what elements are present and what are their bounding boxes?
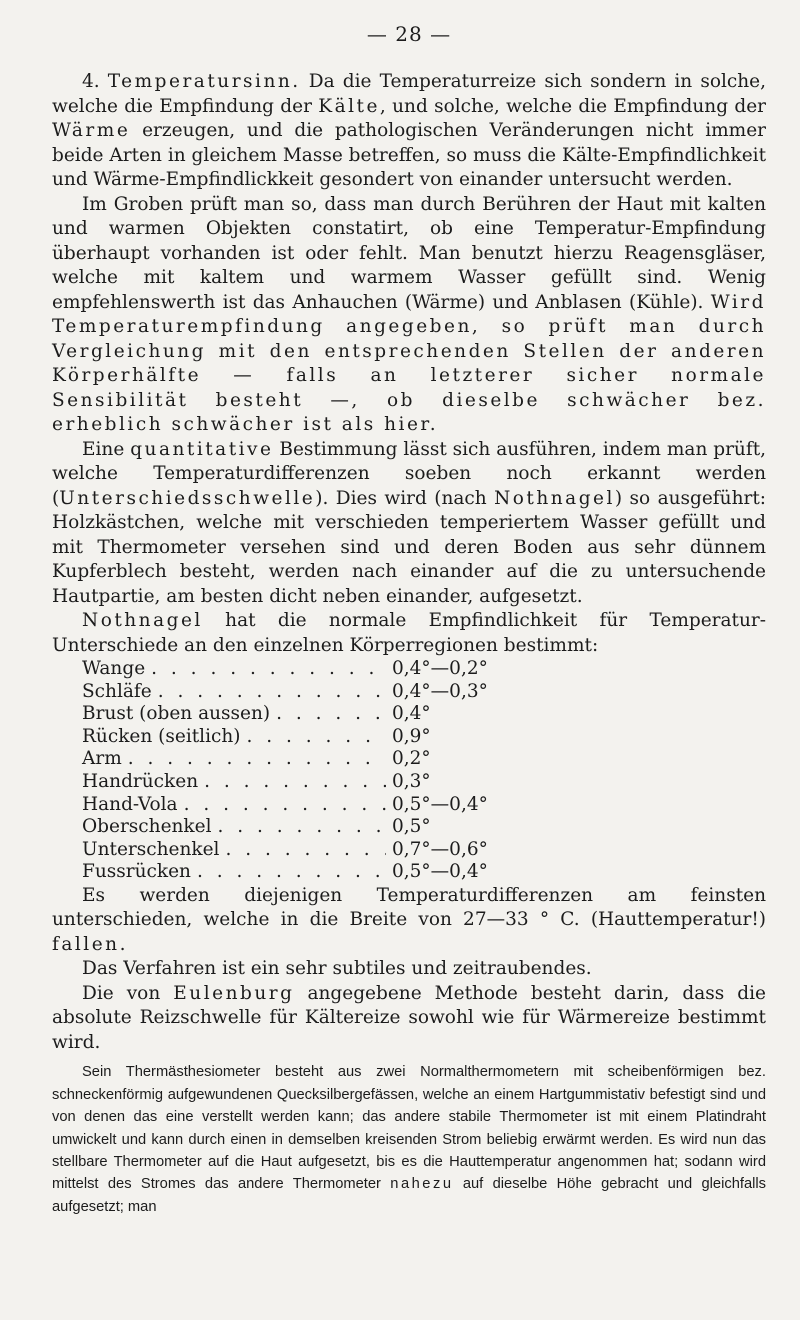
region-value: 0,3° <box>392 770 431 792</box>
table-row <box>82 726 542 749</box>
text: Im Groben prüft man so, dass man durch Berühren der Haut mit kalten und warmen Objekten constatirt, ob eine Temperatur-Empfindung überhaupt vorhanden ist oder fehlt. Man benutzt hierzu Reagensgläser, welche mit kaltem und warmem Wasser gefüllt sind. Wenig empfehlenswerth ist das Anhauchen (Wärme) und Anblasen (Kühle). <box>52 193 766 313</box>
author-eulenburg: Eulenburg <box>173 982 295 1004</box>
text: hat die normale Empfindlichkeit für Temperatur-Unterschiede an den einzelnen Körperregionen bestimmt: <box>52 610 766 656</box>
text: Bestimmung lässt sich ausführen, indem man prüft, welche Temperaturdifferenzen soeben noch erkannt werden ( <box>52 438 767 509</box>
text: Die von <box>82 982 174 1004</box>
text: ). Dies wird (nach <box>315 487 495 509</box>
paragraph-verfahren <box>52 957 766 982</box>
region-name: Arm <box>82 748 122 770</box>
table-row <box>82 861 542 884</box>
leader-dots <box>128 748 386 771</box>
region-value: 0,5°—0,4° <box>392 793 488 815</box>
leader-dots <box>218 816 386 839</box>
region-value: 0,4° <box>392 703 431 725</box>
emphasis-fallen: fallen. <box>52 933 128 955</box>
paragraph-nothnagel <box>52 609 766 658</box>
region-value: 0,5°—0,4° <box>392 861 488 883</box>
leader-dots <box>276 703 386 726</box>
region-name: Handrücken <box>82 770 199 792</box>
leader-dots <box>158 681 386 704</box>
region-threshold-table <box>82 658 542 884</box>
leader-dots <box>247 726 387 749</box>
emphasis-waerme: Wärme <box>52 120 131 141</box>
paragraph-grobe-pruefung <box>52 193 766 438</box>
emphasis-kaelte: Kälte <box>318 95 380 117</box>
table-row <box>82 681 542 704</box>
text: , und solche, welche die Empfindung der <box>379 95 767 117</box>
emphasis-quantitative: quantitative <box>130 438 274 460</box>
text: ) so ausgeführt: Holzkästchen, welche mit verschieden temperiertem Wasser gefüllt und mit Thermometer versehen sind und deren Boden aus sehr dünnem Kupferblech besteht, werden nach einander auf die zu untersuchende Hautpartie, am besten dicht neben einander, aufgesetzt. <box>52 487 766 607</box>
region-value: 0,4°—0,3° <box>392 680 488 702</box>
text: Es werden diejenigen Temperaturdifferenzen am feinsten unterschieden, welche in die Breite von 27—33 ° C. (Hauttemperatur!) <box>52 884 766 931</box>
region-name: Oberschenkel <box>82 816 212 838</box>
region-name: Wange <box>82 658 146 679</box>
emphasis-nahezu: nahezu <box>390 1176 454 1193</box>
region-value: 0,5° <box>392 816 431 838</box>
table-row <box>82 794 542 817</box>
text: erzeugen, und die pathologischen Veränderungen nicht immer beide Arten in gleichem Masse betreffen, so muss die Kälte-Empfindlichkeit und Wärme-Empfindlickkeit gesondert von einander untersucht werden. <box>52 120 766 190</box>
leader-dots <box>225 839 386 862</box>
region-value: 0,2° <box>392 748 431 770</box>
text: Da die Temperaturreize sich sondern in solche, welche die Empfindung der <box>52 71 766 117</box>
region-name: Hand-Vola <box>82 793 178 815</box>
leader-dots <box>184 794 386 817</box>
paragraph-thermaesthesiometer <box>52 1061 766 1218</box>
region-name: Schläfe <box>82 680 152 702</box>
region-value: 0,7°—0,6° <box>392 838 488 860</box>
region-value: 0,4°—0,2° <box>392 658 488 679</box>
leader-dots <box>204 771 386 794</box>
text: Sein Thermästhesiometer besteht aus zwei Normalthermometern mit scheibenförmigen bez. schneckenförmig aufgewundenen Quecksilbergefässen, welche an einem Hartgummistativ befestigt sind und von denen das eine verstellt werden kann; das andere stabile Thermometer ist mit einem Platindraht umwickelt und kann durch einen in demselben kreisenden Strom beliebig erwärmt werden. Es wird nun das stellbare Thermometer auf die Haut aufgesetzt, bis es die Hauttemperatur angenommen hat; sodann wird mittelst des Stromes das andere Thermometer <box>52 1064 766 1193</box>
author-nothnagel: Nothnagel <box>494 487 615 509</box>
region-name: Fussrücken <box>82 861 191 883</box>
leader-dots <box>197 861 386 884</box>
emphasis-unterschiedsschwelle: Unterschiedsschwelle <box>59 487 316 509</box>
table-row <box>82 748 542 771</box>
section-number: 4. <box>82 71 100 92</box>
paragraph-hauttemperatur <box>52 884 766 958</box>
region-value: 0,9° <box>392 725 431 747</box>
page-number: — 28 — <box>366 22 452 46</box>
leader-dots <box>151 658 386 681</box>
text: angegebene Methode besteht darin, dass die absolute Reizschwelle für Kältereize sowohl wie für Wärmereize bestimmt wird. <box>52 982 766 1053</box>
paragraph-temperatursinn <box>52 70 766 193</box>
region-name: Unterschenkel <box>82 838 220 860</box>
table-row <box>82 703 542 726</box>
text: Das Verfahren ist ein sehr subtiles und zeitraubendes. <box>82 958 592 980</box>
author-nothnagel: Nothnagel <box>82 610 203 631</box>
emphasis-vergleichung: Wird Temperaturempfindung angegeben, so prüft man durch Vergleichung mit den entsprechenden Stellen der anderen Körperhälfte — falls an letzterer sicher normale Sensibilität besteht —, ob dieselbe schwächer bez. erheblich schwächer ist als hier. <box>52 291 766 435</box>
text: Eine <box>82 438 131 460</box>
region-name: Rücken (seitlich) <box>82 725 241 747</box>
table-row <box>82 816 542 839</box>
section-heading: Temperatursinn. <box>107 71 301 92</box>
paragraph-eulenburg <box>52 982 766 1056</box>
region-name: Brust (oben aussen) <box>82 703 271 725</box>
paragraph-quantitativ <box>52 438 766 610</box>
table-row <box>82 839 542 862</box>
text: auf dieselbe Höhe gebracht und gleichfalls aufgesetzt; man <box>52 1176 766 1215</box>
table-row <box>82 658 542 681</box>
table-row <box>82 771 542 794</box>
